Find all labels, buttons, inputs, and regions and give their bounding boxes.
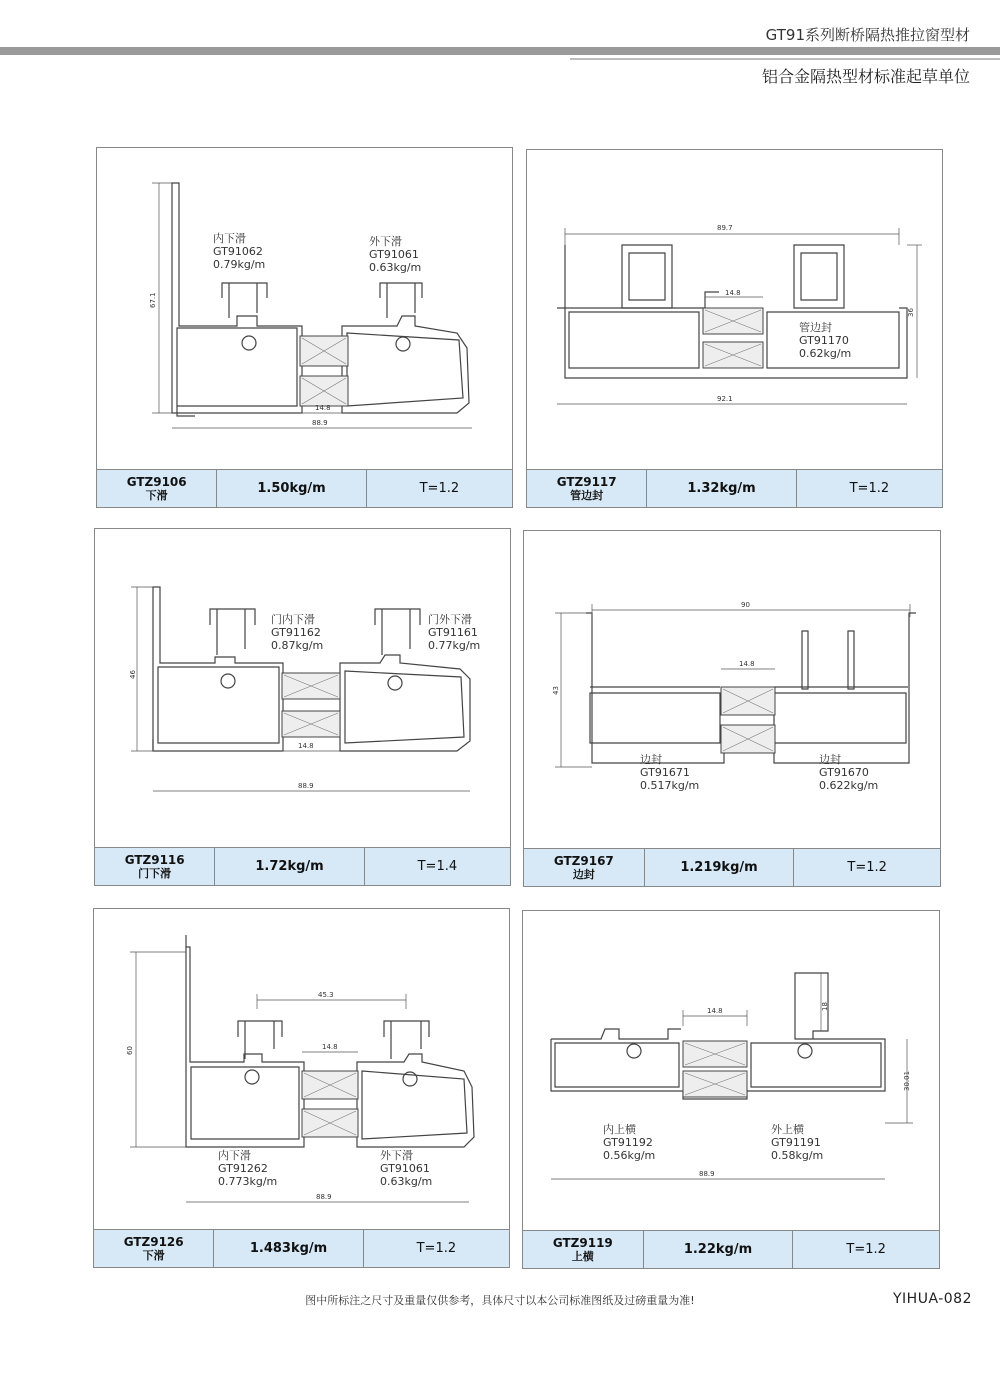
profile-panel-gtz9106 — [96, 147, 513, 508]
part-weight: 0.517kg/m — [640, 779, 700, 792]
profile-drawing — [94, 909, 509, 1231]
part-code: GT91671 — [640, 766, 690, 779]
dim-top: 90 — [741, 601, 750, 609]
spec-table — [95, 847, 510, 885]
part-weight: 0.63kg/m — [380, 1175, 433, 1188]
dim-width: 88.9 — [699, 1170, 715, 1178]
profile-panel-gtz9117 — [526, 149, 943, 508]
spec-table — [523, 1230, 939, 1268]
part-name: 内下滑 — [213, 232, 246, 245]
dim-gap: 14.8 — [707, 1007, 723, 1015]
profile-drawing — [97, 148, 512, 470]
part-code: GT91191 — [771, 1136, 821, 1149]
part-code: GT91262 — [218, 1162, 268, 1175]
dim-gap: 14.8 — [298, 742, 314, 750]
part-code: GT91162 — [271, 626, 321, 639]
profile-drawing — [524, 531, 940, 849]
footer-note: 图中所标注之尺寸及重量仅供参考，具体尺寸以本公司标准图纸及过磅重量为准! — [305, 1294, 695, 1307]
part-weight: 0.773kg/m — [218, 1175, 278, 1188]
part-weight: 0.79kg/m — [213, 258, 266, 271]
spec-table — [94, 1229, 509, 1267]
thickness-cell: T=1.2 — [847, 860, 887, 875]
part-name: 边封 — [640, 753, 662, 766]
dim-top: 89.7 — [717, 224, 733, 232]
part-name: 外上横 — [771, 1123, 804, 1136]
part-name: 管边封 — [799, 321, 832, 334]
weight-cell: 1.22kg/m — [644, 1231, 794, 1268]
model-cell — [523, 1231, 644, 1268]
weight-cell: 1.219kg/m — [645, 849, 795, 886]
part-name: 内上横 — [603, 1123, 636, 1136]
profile-drawing — [527, 150, 942, 470]
thickness-cell: T=1.4 — [417, 859, 458, 874]
part-weight: 0.56kg/m — [603, 1149, 656, 1162]
part-name: 门内下滑 — [271, 613, 315, 626]
model-cell — [94, 1230, 214, 1267]
part-code: GT91062 — [213, 245, 263, 258]
header-rule — [570, 58, 1000, 60]
model-cell — [97, 470, 217, 507]
part-name: 门外下滑 — [428, 613, 472, 626]
dim-width: 88.9 — [312, 419, 328, 427]
dim-height: 30.01 — [903, 1070, 911, 1091]
model-name: 下滑 — [142, 1248, 165, 1262]
dim-top: 45.3 — [318, 991, 334, 999]
dim-height: 46 — [129, 670, 137, 679]
thickness-cell: T=1.2 — [849, 481, 890, 496]
dim-gap: 14.8 — [739, 660, 755, 668]
model-code: GTZ9116 — [124, 852, 185, 867]
dim-width: 92.1 — [717, 395, 733, 403]
model-code: GTZ9106 — [126, 474, 187, 489]
model-code: GTZ9126 — [123, 1234, 184, 1249]
part-code: GT91192 — [603, 1136, 653, 1149]
document-title: GT91系列断桥隔热推拉窗型材 — [765, 26, 970, 44]
dim-width: 88.9 — [316, 1193, 332, 1201]
model-name: 边封 — [572, 867, 595, 881]
profile-panel-gtz9116 — [94, 528, 511, 886]
part-weight: 0.87kg/m — [271, 639, 324, 652]
part-weight: 0.63kg/m — [369, 261, 422, 274]
part-weight: 0.622kg/m — [819, 779, 879, 792]
model-cell — [524, 849, 645, 886]
spec-table — [524, 848, 940, 886]
spec-table — [97, 469, 512, 507]
model-cell — [95, 848, 215, 885]
part-code: GT91061 — [369, 248, 419, 261]
weight-cell: 1.72kg/m — [215, 848, 364, 885]
weight-cell: 1.50kg/m — [217, 470, 366, 507]
dim-width: 88.9 — [298, 782, 314, 790]
model-cell — [527, 470, 647, 507]
dim-gap: 14.8 — [315, 404, 331, 412]
profile-panel-gtz9126 — [93, 908, 510, 1268]
dim-height: 43 — [552, 686, 560, 695]
part-code: GT91670 — [819, 766, 869, 779]
part-name: 外下滑 — [369, 235, 402, 248]
model-name: 门下滑 — [138, 866, 172, 880]
dim-gap: 14.8 — [322, 1043, 338, 1051]
profile-drawing — [523, 911, 939, 1231]
dim-height: 60 — [126, 1046, 134, 1055]
page-code: YIHUA-082 — [893, 1291, 972, 1307]
model-name: 下滑 — [145, 488, 168, 502]
document-subtitle: 铝合金隔热型材标准起草单位 — [761, 67, 970, 86]
thickness-cell: T=1.2 — [419, 481, 460, 496]
part-code: GT91161 — [428, 626, 478, 639]
thickness-cell: T=1.2 — [846, 1242, 886, 1257]
model-code: GTZ9119 — [552, 1235, 613, 1250]
model-code: GTZ9117 — [556, 474, 617, 489]
part-name: 外下滑 — [380, 1149, 413, 1162]
part-code: GT91170 — [799, 334, 849, 347]
part-weight: 0.77kg/m — [428, 639, 481, 652]
part-name: 边封 — [819, 753, 841, 766]
dim-top: 18 — [821, 1002, 829, 1011]
dim-gap: 14.8 — [725, 289, 741, 297]
model-name: 上横 — [571, 1249, 594, 1263]
model-name: 管边封 — [570, 488, 604, 502]
profile-drawing — [95, 529, 510, 849]
part-weight: 0.62kg/m — [799, 347, 852, 360]
header-bar — [0, 47, 1000, 55]
dim-height: 36 — [907, 308, 915, 317]
part-code: GT91061 — [380, 1162, 430, 1175]
weight-cell: 1.483kg/m — [214, 1230, 363, 1267]
weight-cell: 1.32kg/m — [647, 470, 796, 507]
part-weight: 0.58kg/m — [771, 1149, 824, 1162]
model-code: GTZ9167 — [553, 853, 614, 868]
profile-panel-gtz9167 — [523, 530, 941, 887]
profile-panel-gtz9119 — [522, 910, 940, 1269]
dim-height: 67.1 — [149, 292, 157, 308]
part-name: 内下滑 — [218, 1149, 251, 1162]
thickness-cell: T=1.2 — [416, 1241, 457, 1256]
spec-table — [527, 469, 942, 507]
